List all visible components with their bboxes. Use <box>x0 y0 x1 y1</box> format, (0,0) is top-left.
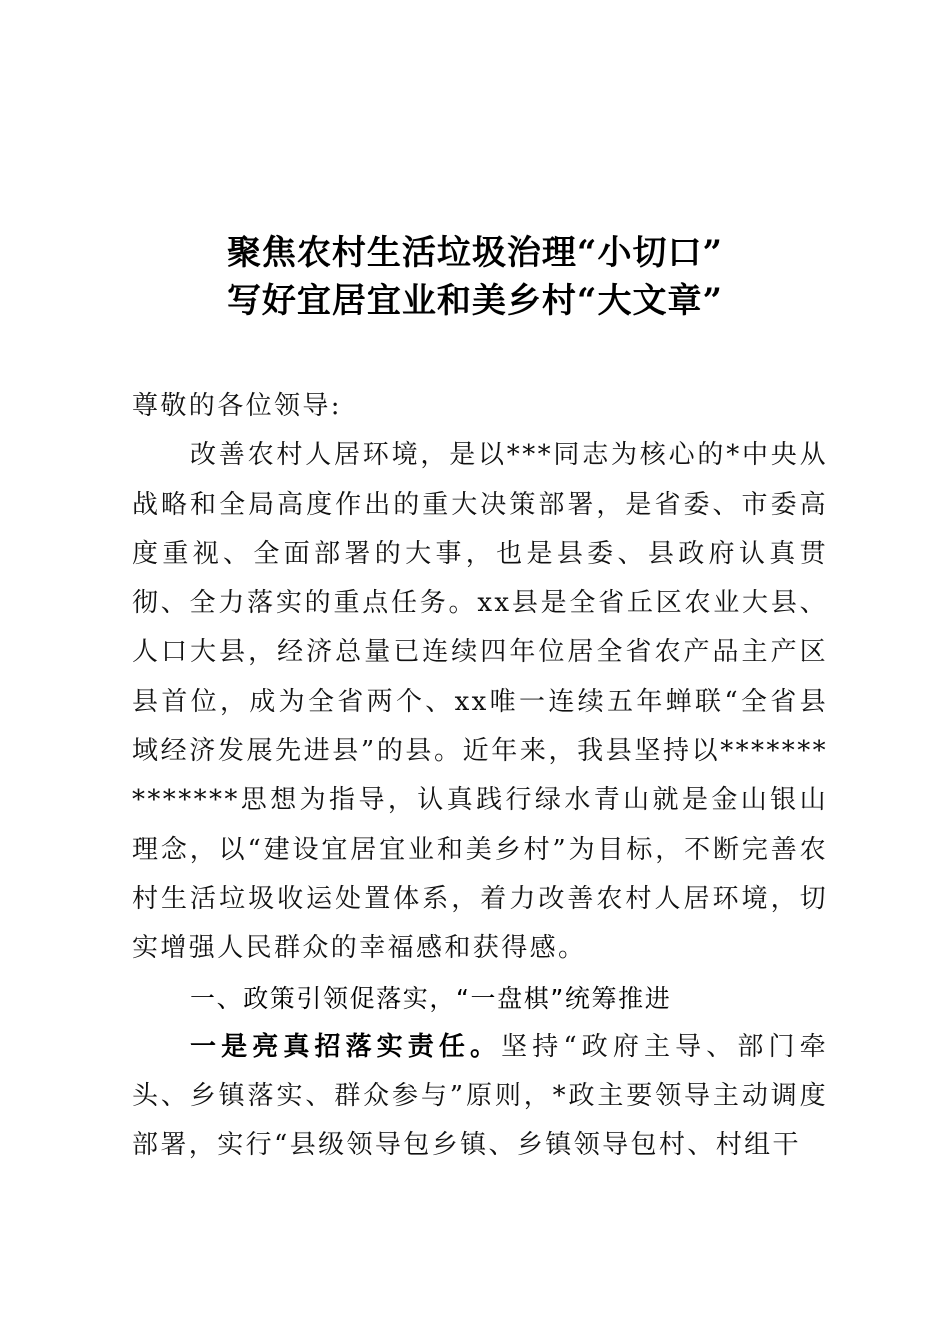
paragraph-intro: 改善农村人居环境，是以***同志为核心的*中央从战略和全局高度作出的重大决策部署，是省委、市委高度重视、全面部署的大事，也是县委、县政府认真贯彻、全力落实的重点任务。xx县是全省丘区农业大县、人口大县，经济总量已连续四年位居全省农产品主产区县首位，成为全省两个、xx唯一连续五年蝉联“全省县域经济发展先进县”的县。近年来，我县坚持以**************思想为指导，认真践行绿水青山就是金山银山理念，以“建设宜居宜业和美乡村”为目标，不断完善农村生活垃圾收运处置体系，着力改善农村人居环境，切实增强人民群众的幸福感和获得感。 <box>132 440 828 964</box>
salutation: 尊敬的各位领导: <box>132 391 342 421</box>
paragraph-lead: 一是亮真招落实责任。 <box>190 1031 502 1062</box>
section-heading-1: 一、政策引领促落实，“一盘棋”统筹推进 <box>190 983 672 1013</box>
document-title-line-1: 聚焦农村生活垃圾治理“小切口” <box>226 233 724 273</box>
document-title-line-2: 写好宜居宜业和美乡村“大文章” <box>226 281 724 321</box>
paragraph-text: 坚持“政府主导、部门牵头、乡镇落实、群众参与”原则，*政主要领导主动调度部署，实行“县级领导包乡镇、乡镇领导包村、村组干 <box>132 1031 828 1161</box>
document-body <box>132 382 828 1171</box>
paragraph-responsibility <box>132 1023 828 1171</box>
